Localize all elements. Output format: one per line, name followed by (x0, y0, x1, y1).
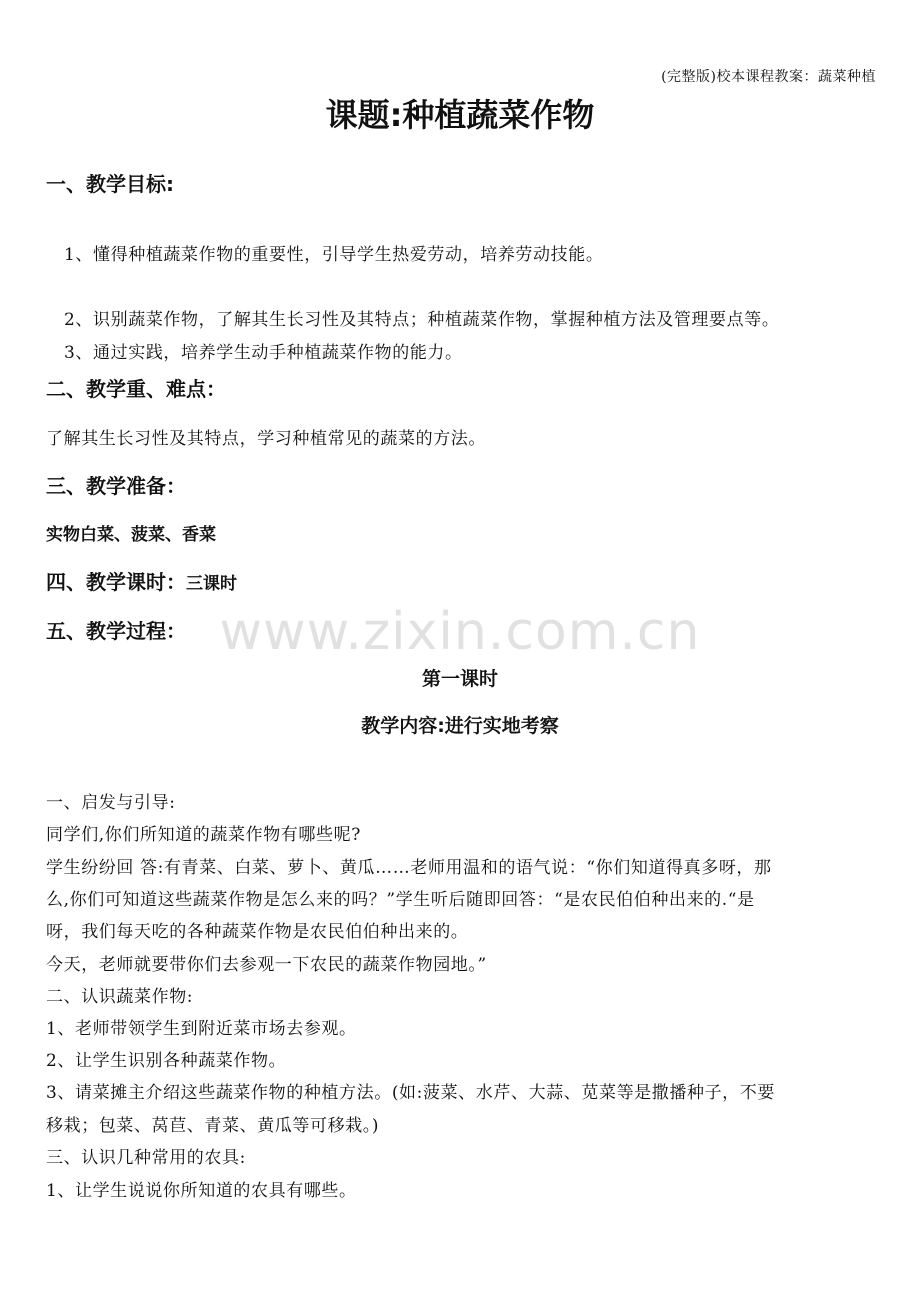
lesson-line: 三、认识几种常用的农具: (46, 1148, 246, 1168)
objective-item-2: 2、识别蔬菜作物，了解其生长习性及其特点；种植蔬菜作物，掌握种植方法及管理要点等。 (64, 310, 780, 330)
lesson-line: 3、请菜摊主介绍这些蔬菜作物的种植方法。(如:菠菜、水芹、大蒜、苋菜等是撒播种子，不要 (46, 1083, 775, 1103)
objective-item-1: 1、懂得种植蔬菜作物的重要性，引导学生热爱劳动，培养劳动技能。 (64, 245, 604, 265)
watermark: www.zixin.com.cn (219, 602, 701, 662)
page-title: 课题:种植蔬菜作物 (325, 96, 595, 134)
lesson-line: 移栽；包菜、莴苣、青菜、黄瓜等可移栽。) (46, 1116, 380, 1136)
section-lesson-hours (46, 566, 237, 595)
lesson-content-title: 教学内容:进行实地考察 (361, 715, 559, 737)
section-heading-key-points: 二、教学重、难点： (46, 377, 226, 401)
section-heading-objectives: 一、教学目标: (46, 172, 174, 196)
section-heading-preparation: 三、教学准备： (46, 474, 186, 498)
lesson-line: 一、启发与引导: (46, 793, 176, 813)
lesson-line: 二、认识蔬菜作物: (46, 987, 194, 1007)
lesson-line: 么,你们可知道这些蔬菜作物是怎么来的吗？”学生听后随即回答：“是农民伯伯种出来的.“是 (46, 890, 755, 910)
preparation-text: 实物白菜、菠菜、香菜 (46, 525, 216, 545)
lesson-line: 同学们,你们所知道的蔬菜作物有哪些呢? (46, 825, 361, 845)
objective-item-3: 3、通过实践，培养学生动手种植蔬菜作物的能力。 (64, 343, 463, 363)
lesson-line: 2、让学生识别各种蔬菜作物。 (46, 1051, 287, 1071)
lesson-heading: 第一课时 (421, 668, 498, 690)
lesson-line: 1、老师带领学生到附近菜市场去参观。 (46, 1019, 357, 1039)
lesson-line: 今天，老师就要带你们去参观一下农民的蔬菜作物园地。” (46, 955, 487, 975)
section-heading-lesson-hours: 四、教学课时： (46, 570, 186, 594)
lesson-line: 学生纷纷回 答:有青菜、白菜、萝卜、黄瓜……老师用温和的语气说：“你们知道得真多呀，那 (46, 858, 772, 878)
lesson-line: 1、让学生说说你所知道的农具有哪些。 (46, 1181, 357, 1201)
header-note: (完整版)校本课程教案：蔬菜种植 (661, 69, 876, 85)
lesson-line: 呀，我们每天吃的各种蔬菜作物是农民伯伯种出来的。 (46, 922, 469, 942)
section-heading-process: 五、教学过程： (46, 619, 186, 643)
lesson-hours-value: 三课时 (186, 574, 237, 594)
key-points-text: 了解其生长习性及其特点，学习种植常见的蔬菜的方法。 (46, 429, 486, 449)
